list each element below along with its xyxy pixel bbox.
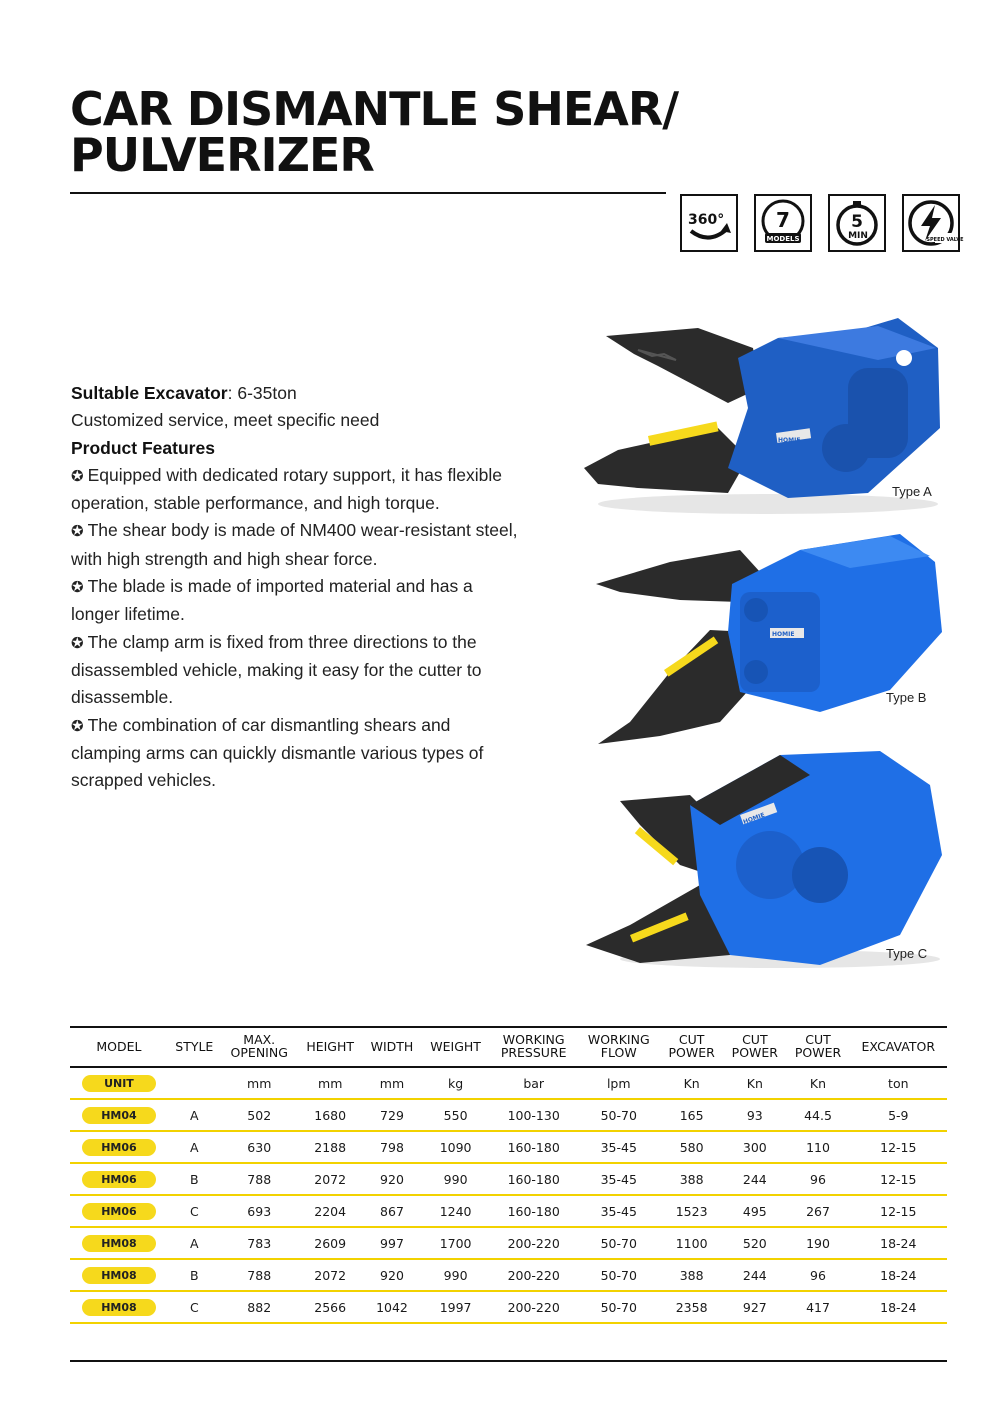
type-b-brand: HOMIE [772, 631, 795, 638]
table-cell: A [168, 1099, 221, 1131]
column-header: CUT POWER [660, 1027, 723, 1067]
rotation-360-text: 360° [688, 212, 725, 228]
table-cell: 1997 [421, 1291, 490, 1323]
table-row [70, 1291, 947, 1323]
model-badge: HM06 [82, 1203, 156, 1220]
table-cell: 920 [363, 1163, 422, 1195]
table-cell: B [168, 1259, 221, 1291]
table-cell: 2204 [298, 1195, 363, 1227]
table-cell: 2609 [298, 1227, 363, 1259]
table-cell: 190 [786, 1227, 849, 1259]
model-badge: UNIT [82, 1075, 156, 1092]
column-header: MAX. OPENING [221, 1027, 298, 1067]
suitable-excavator-value: : 6-35ton [227, 383, 297, 403]
table-row [70, 1195, 947, 1227]
table-cell: 267 [786, 1195, 849, 1227]
table-cell: B [168, 1163, 221, 1195]
table-cell: 2358 [660, 1291, 723, 1323]
table-cell: Kn [723, 1067, 786, 1099]
table-cell: 788 [221, 1163, 298, 1195]
model-badge: HM08 [82, 1299, 156, 1316]
table-cell: mm [298, 1067, 363, 1099]
table-cell [168, 1067, 221, 1099]
table-cell: mm [363, 1067, 422, 1099]
model-cell [70, 1163, 168, 1195]
table-cell: kg [421, 1067, 490, 1099]
table-cell: 50-70 [577, 1259, 660, 1291]
table-cell: 520 [723, 1227, 786, 1259]
table-row [70, 1099, 947, 1131]
star-bullet-icon: ✪ [71, 467, 84, 485]
table-cell: 100-130 [490, 1099, 578, 1131]
speed-valve-caption: SPEED VALVE [926, 237, 964, 243]
table-cell: A [168, 1131, 221, 1163]
unit-row [70, 1067, 947, 1099]
table-cell: Kn [786, 1067, 849, 1099]
table-cell: 244 [723, 1163, 786, 1195]
model-cell [70, 1067, 168, 1099]
star-bullet-icon: ✪ [71, 717, 84, 735]
table-cell: 12-15 [850, 1195, 947, 1227]
table-cell: 1523 [660, 1195, 723, 1227]
feature-item: ✪ The clamp arm is fixed from three directions to the disassembled vehicle, making it easy for the cutter to disassemble. [71, 631, 482, 708]
table-cell: Kn [660, 1067, 723, 1099]
model-badge: HM06 [82, 1139, 156, 1156]
table-cell: 300 [723, 1131, 786, 1163]
speed-valve-icon [902, 194, 964, 252]
table-cell: 2188 [298, 1131, 363, 1163]
type-c-brand: HOMIE [742, 811, 766, 826]
five-minute-timer-icon [828, 194, 886, 252]
table-cell: 93 [723, 1099, 786, 1131]
rotation-360-icon [680, 194, 738, 252]
model-cell [70, 1195, 168, 1227]
table-cell: 50-70 [577, 1099, 660, 1131]
table-cell: 35-45 [577, 1163, 660, 1195]
table-cell: 2566 [298, 1291, 363, 1323]
column-header: STYLE [168, 1027, 221, 1067]
spec-table [70, 1026, 947, 1324]
feature-icons [680, 194, 964, 252]
star-bullet-icon: ✪ [71, 579, 84, 597]
type-c-label: Type C [886, 946, 928, 961]
table-cell: 18-24 [850, 1227, 947, 1259]
column-header: HEIGHT [298, 1027, 363, 1067]
table-cell: 12-15 [850, 1131, 947, 1163]
title-line-2: PULVERIZER [70, 128, 374, 182]
table-cell: 160-180 [490, 1163, 578, 1195]
table-cell: 2072 [298, 1163, 363, 1195]
table-cell: 200-220 [490, 1259, 578, 1291]
table-cell: 502 [221, 1099, 298, 1131]
product-description [71, 380, 521, 794]
table-cell: 550 [421, 1099, 490, 1131]
seven-models-icon [754, 194, 812, 252]
table-cell: 44.5 [786, 1099, 849, 1131]
column-header: WIDTH [363, 1027, 422, 1067]
spec-header-row [70, 1027, 947, 1067]
column-header: CUT POWER [723, 1027, 786, 1067]
table-cell: 1100 [660, 1227, 723, 1259]
feature-item: ✪ The combination of car dismantling shears and clamping arms can quickly dismantle various types of scrapped vehicles. [71, 714, 484, 791]
table-cell: 1042 [363, 1291, 422, 1323]
feature-item: ✪ Equipped with dedicated rotary support, it has flexible operation, stable performance, and high torque. [71, 464, 502, 514]
column-header: WORKING PRESSURE [490, 1027, 578, 1067]
table-cell: lpm [577, 1067, 660, 1099]
table-cell: A [168, 1227, 221, 1259]
table-cell: 12-15 [850, 1163, 947, 1195]
table-cell: 1240 [421, 1195, 490, 1227]
table-cell: 110 [786, 1131, 849, 1163]
table-cell: 50-70 [577, 1291, 660, 1323]
model-cell [70, 1291, 168, 1323]
column-header: MODEL [70, 1027, 168, 1067]
table-cell: 165 [660, 1099, 723, 1131]
table-cell: 882 [221, 1291, 298, 1323]
type-b-label: Type B [886, 690, 927, 705]
table-cell: 35-45 [577, 1131, 660, 1163]
seven-models-number: 7 [776, 208, 790, 232]
table-cell: 388 [660, 1259, 723, 1291]
table-cell: 783 [221, 1227, 298, 1259]
product-image-type-c [580, 745, 950, 975]
table-cell: 96 [786, 1163, 849, 1195]
model-cell [70, 1131, 168, 1163]
table-row [70, 1227, 947, 1259]
table-cell: 788 [221, 1259, 298, 1291]
table-cell: ton [850, 1067, 947, 1099]
table-cell: 1680 [298, 1099, 363, 1131]
column-header: CUT POWER [786, 1027, 849, 1067]
suitable-excavator-label: Sultable Excavator [71, 383, 228, 403]
table-cell: 729 [363, 1099, 422, 1131]
table-cell: 96 [786, 1259, 849, 1291]
table-cell: 5-9 [850, 1099, 947, 1131]
bottom-divider [70, 1360, 947, 1362]
table-cell: mm [221, 1067, 298, 1099]
type-a-label: Type A [892, 484, 932, 499]
suitable-excavator [71, 380, 521, 407]
table-cell: 867 [363, 1195, 422, 1227]
table-cell: 160-180 [490, 1195, 578, 1227]
model-badge: HM08 [82, 1267, 156, 1284]
table-cell: 417 [786, 1291, 849, 1323]
product-image-type-b [590, 522, 950, 756]
model-badge: HM04 [82, 1107, 156, 1124]
table-cell: 1090 [421, 1131, 490, 1163]
title-divider [70, 192, 666, 194]
star-bullet-icon: ✪ [71, 634, 84, 652]
features-heading: Product Features [71, 437, 215, 458]
table-cell: 580 [660, 1131, 723, 1163]
timer-caption: MIN [848, 231, 868, 241]
type-a-brand: HOMIE [778, 437, 801, 444]
title-line-1: CAR DISMANTLE SHEAR/ [70, 82, 679, 136]
feature-item: ✪ The blade is made of imported material and has a longer lifetime. [71, 576, 473, 625]
table-row [70, 1131, 947, 1163]
feature-item: ✪ The shear body is made of NM400 wear-resistant steel, with high strength and high shear force. [71, 520, 518, 569]
model-badge: HM08 [82, 1235, 156, 1252]
table-cell: 990 [421, 1163, 490, 1195]
model-cell [70, 1099, 168, 1131]
table-cell: 630 [221, 1131, 298, 1163]
customized-service: Customized service, meet specific need [71, 410, 380, 431]
table-cell: 388 [660, 1163, 723, 1195]
model-cell [70, 1227, 168, 1259]
table-cell: 495 [723, 1195, 786, 1227]
timer-number: 5 [851, 212, 863, 232]
column-header: EXCAVATOR [850, 1027, 947, 1067]
table-cell: 244 [723, 1259, 786, 1291]
table-row [70, 1163, 947, 1195]
table-cell: 927 [723, 1291, 786, 1323]
table-cell: bar [490, 1067, 578, 1099]
page-title [70, 82, 679, 182]
table-row [70, 1259, 947, 1291]
table-cell: 2072 [298, 1259, 363, 1291]
table-cell: C [168, 1195, 221, 1227]
table-cell: 50-70 [577, 1227, 660, 1259]
table-cell: 35-45 [577, 1195, 660, 1227]
table-cell: 18-24 [850, 1291, 947, 1323]
table-cell: 693 [221, 1195, 298, 1227]
table-cell: 798 [363, 1131, 422, 1163]
table-cell: C [168, 1291, 221, 1323]
table-cell: 200-220 [490, 1227, 578, 1259]
model-badge: HM06 [82, 1171, 156, 1188]
column-header: WEIGHT [421, 1027, 490, 1067]
table-cell: 990 [421, 1259, 490, 1291]
table-cell: 997 [363, 1227, 422, 1259]
model-cell [70, 1259, 168, 1291]
table-cell: 160-180 [490, 1131, 578, 1163]
table-cell: 1700 [421, 1227, 490, 1259]
table-cell: 200-220 [490, 1291, 578, 1323]
table-cell: 18-24 [850, 1259, 947, 1291]
star-bullet-icon: ✪ [71, 523, 84, 541]
column-header: WORKING FLOW [577, 1027, 660, 1067]
seven-models-caption: MODELS [766, 235, 800, 243]
table-cell: 920 [363, 1259, 422, 1291]
